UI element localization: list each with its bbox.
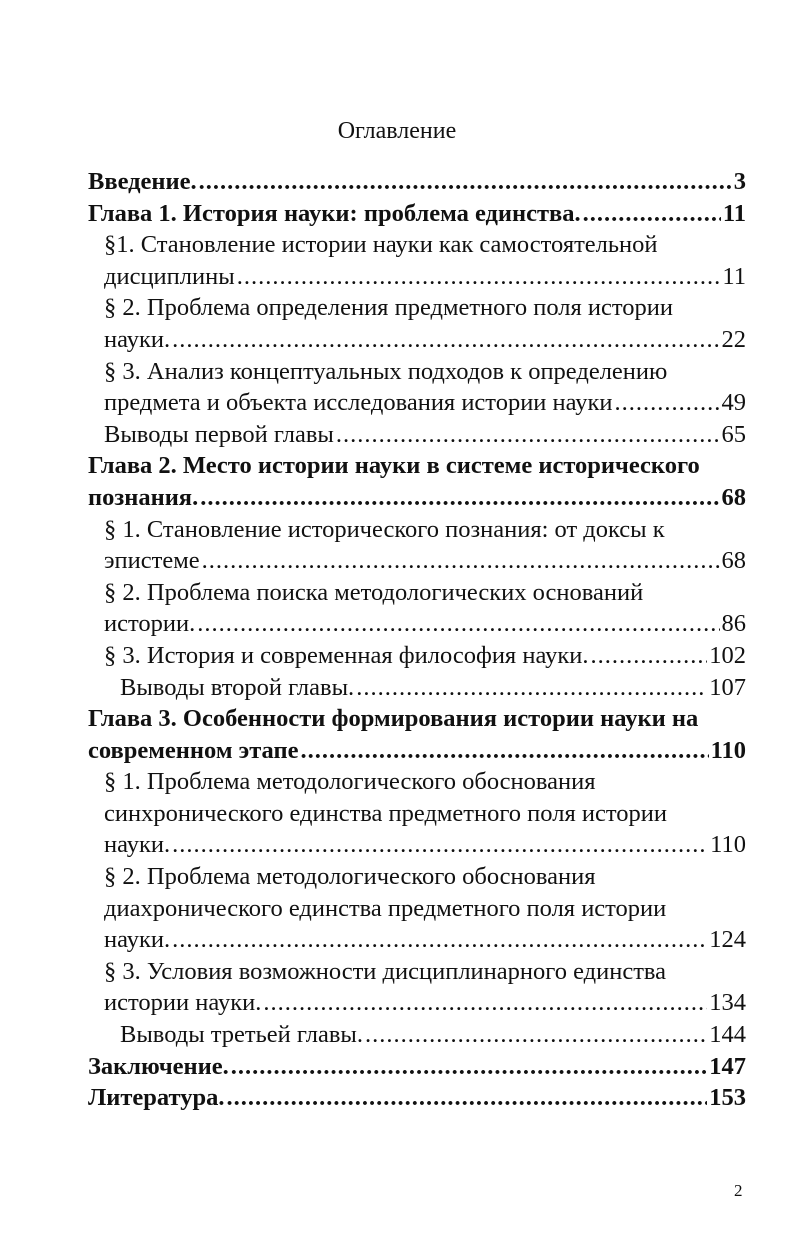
- page-number: 2: [734, 1181, 743, 1200]
- toc-entry-title: Глава 2. Место истории науки в системе исторического: [88, 452, 700, 480]
- toc-entry-title: Глава 1. История науки: проблема единства.: [88, 199, 581, 227]
- toc-entry-chapter-3-section-3[interactable]: [104, 956, 746, 1019]
- toc-entry-page: 22: [721, 325, 746, 353]
- dot-leader: [202, 545, 720, 577]
- toc-entry-page: 68: [721, 547, 746, 575]
- toc-entry-page: 65: [721, 420, 746, 448]
- toc-entry-title-continued: науки.: [104, 831, 171, 859]
- toc-entry-chapter-3-conclusions[interactable]: [120, 1019, 746, 1051]
- toc-entry-chapter-1-section-1[interactable]: [104, 229, 746, 292]
- toc-entry-title: § 1. Становление исторического познания: от доксы к: [104, 515, 665, 543]
- toc-entry-title-continued: науки.: [104, 325, 171, 353]
- toc-entry-page: 11: [722, 262, 746, 290]
- toc-entry-chapter-1-section-3[interactable]: [104, 356, 746, 419]
- dot-leader: [231, 1051, 707, 1083]
- toc-entry-page: 86: [721, 610, 746, 638]
- dot-leader: [200, 482, 719, 514]
- toc-entry-title-continued: диахронического единства предметного поля истории: [104, 894, 667, 922]
- dot-leader: [199, 166, 732, 198]
- toc-entry-chapter-3[interactable]: [88, 703, 746, 766]
- dot-leader: [336, 419, 720, 451]
- toc-entry-title: Заключение.: [88, 1052, 229, 1080]
- toc-entry-title: § 3. История и современная философия науки.: [104, 641, 589, 669]
- toc-entry-page: 11: [722, 199, 746, 227]
- toc-entry-page: 68: [721, 483, 746, 511]
- toc-entry-title: Введение.: [88, 168, 197, 195]
- toc-entry-title-continued: науки.: [104, 926, 171, 954]
- toc-entry-title: § 2. Проблема методологического обоснования: [104, 863, 596, 891]
- toc-entry-title: Литература.: [88, 1084, 225, 1112]
- page-title: Оглавление: [337, 118, 457, 144]
- toc-entry-title-continued: предмета и объекта исследования истории науки: [104, 389, 613, 417]
- toc-entry-title-continued: истории науки.: [104, 989, 262, 1017]
- toc-entry-references[interactable]: [88, 1082, 746, 1114]
- toc-entry-chapter-2-section-1[interactable]: [104, 514, 746, 577]
- dot-leader: [583, 198, 721, 230]
- toc-entry-page: 49: [721, 389, 746, 417]
- toc-entry-title: §1. Становление истории науки как самостоятельной: [104, 231, 658, 259]
- toc-entry-chapter-3-section-1[interactable]: [104, 766, 746, 861]
- dot-leader: [356, 672, 707, 704]
- toc-entry-title-continued: современном этапе: [88, 736, 299, 764]
- toc-entry-title: § 2. Проблема определения предметного поля истории: [104, 294, 673, 322]
- toc-entry-conclusion[interactable]: [88, 1051, 746, 1083]
- toc-entry-title: Глава 3. Особенности формирования истории науки на: [88, 705, 699, 733]
- table-of-contents: [88, 166, 746, 1114]
- toc-entry-introduction[interactable]: [88, 166, 746, 198]
- toc-entry-page: 144: [709, 1021, 746, 1049]
- dot-leader: [172, 324, 719, 356]
- toc-entry-chapter-1[interactable]: [88, 198, 746, 230]
- toc-entry-title-continued: познания.: [88, 483, 199, 511]
- dot-leader: [197, 608, 719, 640]
- toc-entry-title: Выводы второй главы.: [120, 673, 355, 701]
- dot-leader: [227, 1082, 708, 1114]
- toc-entry-page: 110: [710, 736, 746, 764]
- toc-entry-title: § 3. Анализ концептуальных подходов к определению: [104, 357, 668, 385]
- toc-entry-title-continued: истории.: [104, 610, 196, 638]
- toc-entry-title: Выводы третьей главы.: [120, 1021, 363, 1049]
- dot-leader: [615, 387, 720, 419]
- toc-entry-chapter-2-conclusions[interactable]: [120, 672, 746, 704]
- toc-entry-page: 102: [709, 641, 746, 669]
- toc-entry-title-continued: эпистеме: [104, 547, 200, 575]
- dot-leader: [172, 924, 707, 956]
- dot-leader: [237, 261, 721, 293]
- toc-entry-chapter-1-section-2[interactable]: [104, 292, 746, 355]
- toc-entry-page: 107: [709, 673, 746, 701]
- toc-entry-title: § 3. Условия возможности дисциплинарного единства: [104, 957, 667, 985]
- toc-entry-page: 134: [709, 989, 746, 1017]
- dot-leader: [365, 1019, 707, 1051]
- toc-entry-page: 110: [710, 831, 746, 859]
- toc-entry-page: 153: [709, 1084, 746, 1112]
- toc-entry-page: 147: [709, 1052, 746, 1080]
- dot-leader: [590, 640, 707, 672]
- toc-entry-chapter-2-section-3[interactable]: [104, 640, 746, 672]
- toc-entry-title: § 1. Проблема методологического обоснования: [104, 768, 596, 796]
- toc-entry-chapter-1-conclusions[interactable]: [104, 419, 746, 451]
- toc-entry-title-continued: дисциплины: [104, 262, 235, 290]
- toc-entry-page: 124: [709, 926, 746, 954]
- toc-entry-title-continued: синхронического единства предметного поля истории: [104, 799, 667, 827]
- toc-entry-chapter-2-section-2[interactable]: [104, 577, 746, 640]
- toc-entry-title: § 2. Проблема поиска методологических оснований: [104, 578, 644, 606]
- dot-leader: [263, 987, 707, 1019]
- dot-leader: [172, 829, 708, 861]
- toc-entry-chapter-2[interactable]: [88, 450, 746, 513]
- dot-leader: [300, 735, 708, 767]
- toc-entry-title: Выводы первой главы: [104, 420, 334, 448]
- toc-entry-chapter-3-section-2[interactable]: [104, 861, 746, 956]
- toc-entry-page: 3: [733, 168, 746, 195]
